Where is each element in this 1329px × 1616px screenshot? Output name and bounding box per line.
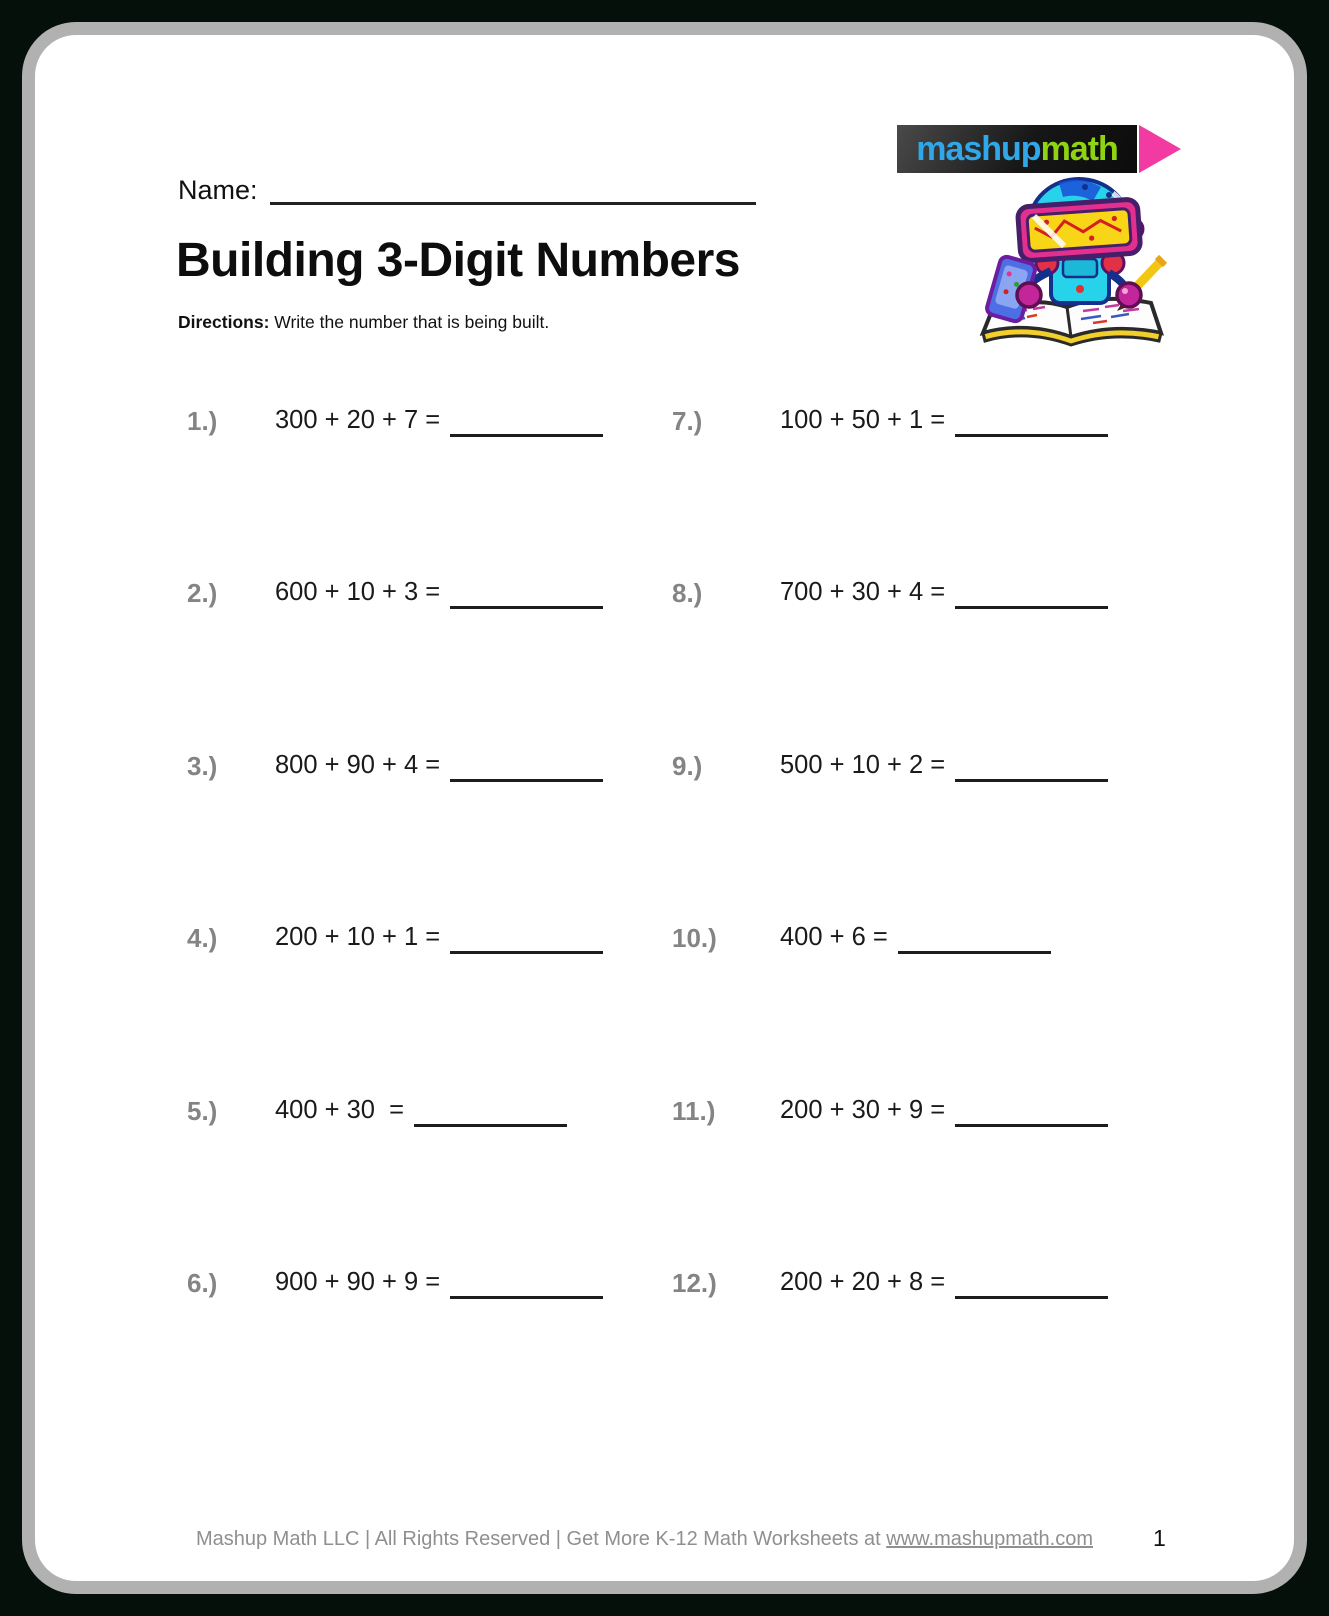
problem-number: 10.) (672, 923, 717, 954)
answer-blank[interactable] (955, 412, 1108, 437)
problem-row-7 (672, 406, 1232, 578)
problem-row-11 (672, 1096, 1232, 1268)
answer-blank[interactable] (414, 1102, 567, 1127)
mashupmath-logo (897, 125, 1137, 173)
answer-blank[interactable] (955, 757, 1108, 782)
page-title: Building 3-Digit Numbers (176, 234, 740, 287)
footer-website-link[interactable]: www.mashupmath.com (886, 1528, 1094, 1550)
problem-expression: 200 + 10 + 1 = (275, 923, 441, 952)
logo-wordmark (916, 132, 1118, 166)
problem-row-5 (187, 1096, 672, 1268)
page-number: 1 (1153, 1525, 1166, 1551)
problem-row-2 (187, 578, 672, 750)
answer-blank[interactable] (898, 929, 1051, 954)
directions-label: Directions: (178, 312, 270, 332)
problem-number: 7.) (672, 406, 703, 436)
problems-grid (187, 406, 1232, 1440)
problem-number: 4.) (187, 923, 218, 954)
name-row (178, 175, 756, 206)
robot-mascot-illustration (963, 171, 1178, 359)
answer-blank[interactable] (450, 929, 603, 954)
play-triangle-icon (1139, 125, 1181, 173)
answer-blank[interactable] (450, 412, 603, 437)
answer-blank[interactable] (450, 1274, 603, 1299)
footer-copyright-text: Mashup Math LLC | All Rights Reserved | Get More K-12 Math Worksheets at (195, 1528, 887, 1550)
problem-number: 2.) (187, 578, 218, 609)
footer (35, 1528, 1294, 1551)
problem-expression: 200 + 20 + 8 = (780, 1267, 946, 1296)
problem-expression: 600 + 10 + 3 = (275, 578, 441, 607)
problem-row-12 (672, 1268, 1232, 1440)
answer-blank[interactable] (955, 1102, 1108, 1127)
problem-number: 5.) (187, 1095, 218, 1126)
answer-blank[interactable] (955, 1274, 1108, 1299)
problem-expression: 400 + 6 = (780, 923, 888, 952)
problem-row-1 (187, 406, 672, 578)
problem-number: 12.) (672, 1267, 717, 1298)
name-fill-line[interactable] (270, 193, 756, 205)
problem-number: 8.) (672, 578, 703, 609)
problem-expression: 700 + 30 + 4 = (780, 578, 946, 607)
logo-text-math: math (1040, 130, 1118, 168)
problem-number: 1.) (187, 406, 218, 436)
directions-text: Write the number that is being built. (269, 312, 550, 332)
problem-row-6 (187, 1268, 672, 1440)
answer-blank[interactable] (450, 757, 603, 782)
problem-row-8 (672, 578, 1232, 750)
problem-row-4 (187, 923, 672, 1095)
name-label: Name: (178, 175, 258, 205)
problem-expression: 500 + 10 + 2 = (780, 750, 946, 779)
problem-expression: 100 + 50 + 1 = (780, 406, 946, 434)
problem-row-10 (672, 923, 1232, 1095)
logo-text-mashup: mashup (916, 130, 1041, 168)
problem-expression: 200 + 30 + 9 = (780, 1095, 946, 1124)
problem-expression: 400 + 30 = (275, 1095, 405, 1124)
problem-row-9 (672, 751, 1232, 923)
problem-row-3 (187, 751, 672, 923)
problem-number: 6.) (187, 1267, 218, 1298)
problem-expression: 300 + 20 + 7 = (275, 406, 441, 434)
worksheet-page (22, 22, 1307, 1594)
problem-number: 3.) (187, 750, 218, 781)
directions (178, 312, 549, 333)
answer-blank[interactable] (450, 584, 603, 609)
problem-expression: 800 + 90 + 4 = (275, 750, 441, 779)
answer-blank[interactable] (955, 584, 1108, 609)
problem-number: 9.) (672, 750, 703, 781)
problem-number: 11.) (672, 1095, 716, 1126)
problem-expression: 900 + 90 + 9 = (275, 1267, 441, 1296)
